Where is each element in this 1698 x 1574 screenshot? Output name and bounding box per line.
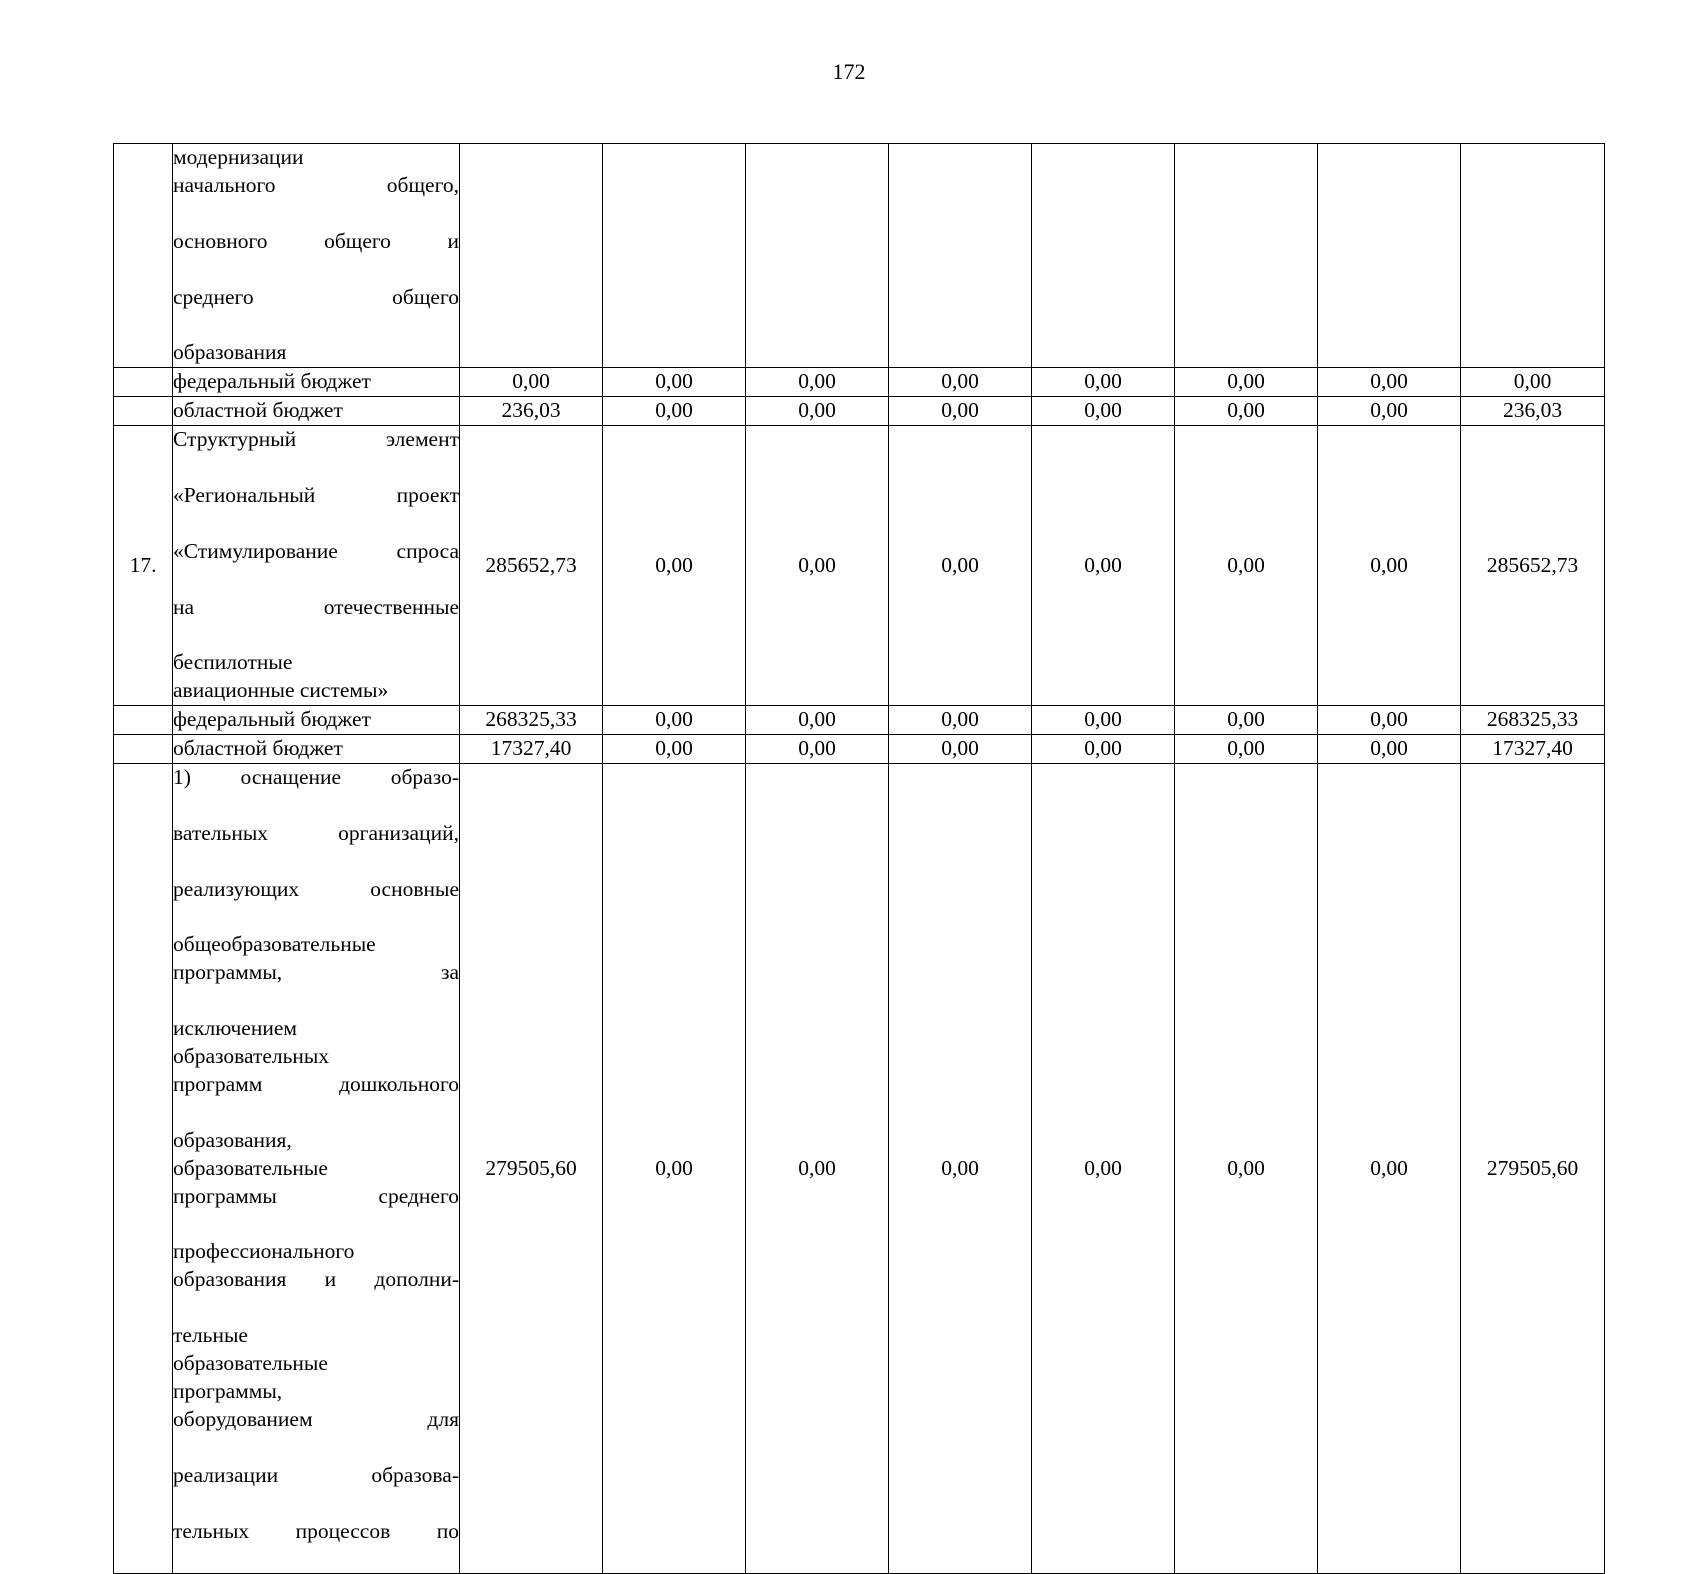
row-name-line: тельных процессов по xyxy=(173,1518,459,1543)
row-name-line: среднего общего xyxy=(173,284,459,309)
value-cell: 0,00 xyxy=(746,426,889,706)
value-cell: 0,00 xyxy=(889,764,1032,1574)
value-cell: 0,00 xyxy=(603,735,746,764)
table-row xyxy=(114,144,1605,368)
value-cell xyxy=(460,144,603,368)
value-cell xyxy=(1032,144,1175,368)
budget-table xyxy=(113,143,1605,1574)
row-name-line: общеобразовательные xyxy=(173,932,376,957)
row-name-line: «Стимулирование спроса xyxy=(173,538,459,563)
total-value-cell: 0,00 xyxy=(1461,368,1605,397)
row-name-line: образования, xyxy=(173,1127,292,1152)
row-name-line: программы, за xyxy=(173,960,459,985)
row-name-line: федеральный бюджет xyxy=(173,369,371,394)
row-name-line: образовательные xyxy=(173,1351,328,1376)
value-cell: 0,00 xyxy=(889,368,1032,397)
value-cell: 0,00 xyxy=(746,397,889,426)
row-name-line: начального общего, xyxy=(173,172,459,197)
value-cell: 0,00 xyxy=(1032,368,1175,397)
row-name-line: беспилотные xyxy=(173,650,293,675)
value-cell xyxy=(889,144,1032,368)
value-cell: 0,00 xyxy=(1175,706,1318,735)
row-name-cell xyxy=(173,764,460,1574)
row-number-cell xyxy=(114,764,173,1574)
value-cell: 0,00 xyxy=(746,735,889,764)
row-name-line: программы среднего xyxy=(173,1183,459,1208)
value-cell: 17327,40 xyxy=(460,735,603,764)
row-name-cell xyxy=(173,735,460,764)
row-name-line: основного общего и xyxy=(173,228,459,253)
value-cell: 0,00 xyxy=(1175,426,1318,706)
row-number-cell xyxy=(114,144,173,368)
row-name-line: образования и дополни- xyxy=(173,1267,459,1292)
value-cell: 0,00 xyxy=(889,706,1032,735)
row-name-line: на отечественные xyxy=(173,594,459,619)
row-name-line: областной бюджет xyxy=(173,398,343,423)
value-cell: 236,03 xyxy=(460,397,603,426)
value-cell: 0,00 xyxy=(603,764,746,1574)
value-cell: 0,00 xyxy=(603,368,746,397)
value-cell: 0,00 xyxy=(1318,368,1461,397)
value-cell: 0,00 xyxy=(1318,706,1461,735)
page-number: 172 xyxy=(832,59,866,84)
row-name-line: профессионального xyxy=(173,1239,355,1264)
row-name-line: образовательных xyxy=(173,1044,330,1069)
value-cell: 0,00 xyxy=(1318,426,1461,706)
value-cell: 0,00 xyxy=(603,426,746,706)
row-name-line: «Региональный проект xyxy=(173,482,459,507)
value-cell: 0,00 xyxy=(889,426,1032,706)
total-value-cell: 285652,73 xyxy=(1461,426,1605,706)
total-value-cell xyxy=(1461,144,1605,368)
table-row xyxy=(114,706,1605,735)
table-row xyxy=(114,397,1605,426)
value-cell: 0,00 xyxy=(746,706,889,735)
row-name-line: авиационные системы» xyxy=(173,678,389,703)
value-cell: 0,00 xyxy=(1032,764,1175,1574)
row-name-line: федеральный бюджет xyxy=(173,707,371,732)
row-name-line: реализации образова- xyxy=(173,1462,459,1487)
row-name-cell xyxy=(173,706,460,735)
row-number-cell xyxy=(114,735,173,764)
value-cell: 285652,73 xyxy=(460,426,603,706)
row-name-cell xyxy=(173,144,460,368)
row-name-line: программы, xyxy=(173,1378,283,1403)
value-cell: 279505,60 xyxy=(460,764,603,1574)
value-cell: 0,00 xyxy=(889,397,1032,426)
table-row xyxy=(114,735,1605,764)
row-name-line: 1) оснащение образо- xyxy=(173,765,459,790)
value-cell: 0,00 xyxy=(1175,764,1318,1574)
row-name-line: реализующих основные xyxy=(173,876,459,901)
value-cell: 0,00 xyxy=(1032,397,1175,426)
row-name-cell xyxy=(173,426,460,706)
row-number-cell: 17. xyxy=(114,426,173,706)
value-cell: 0,00 xyxy=(1318,397,1461,426)
value-cell: 0,00 xyxy=(1032,735,1175,764)
value-cell xyxy=(603,144,746,368)
total-value-cell: 279505,60 xyxy=(1461,764,1605,1574)
value-cell: 0,00 xyxy=(746,764,889,1574)
row-name-cell xyxy=(173,368,460,397)
value-cell xyxy=(1318,144,1461,368)
row-number-cell xyxy=(114,397,173,426)
row-name-line: оборудованием для xyxy=(173,1406,459,1431)
value-cell: 0,00 xyxy=(1032,706,1175,735)
value-cell: 0,00 xyxy=(1318,764,1461,1574)
row-number-cell xyxy=(114,368,173,397)
row-number-cell xyxy=(114,706,173,735)
table-row xyxy=(114,368,1605,397)
row-name-cell xyxy=(173,397,460,426)
row-name-line: программ дошкольного xyxy=(173,1072,459,1096)
value-cell: 268325,33 xyxy=(460,706,603,735)
value-cell: 0,00 xyxy=(1032,426,1175,706)
value-cell: 0,00 xyxy=(603,706,746,735)
value-cell: 0,00 xyxy=(1175,735,1318,764)
value-cell: 0,00 xyxy=(746,368,889,397)
row-name-line: образования xyxy=(173,340,287,365)
value-cell: 0,00 xyxy=(1175,368,1318,397)
total-value-cell: 268325,33 xyxy=(1461,706,1605,735)
value-cell: 0,00 xyxy=(889,735,1032,764)
table-row xyxy=(114,426,1605,706)
row-name-line: областной бюджет xyxy=(173,736,343,761)
row-name-line: вательных организаций, xyxy=(173,820,459,845)
row-name-line: Структурный элемент xyxy=(173,427,459,452)
value-cell xyxy=(1175,144,1318,368)
value-cell: 0,00 xyxy=(603,397,746,426)
value-cell: 0,00 xyxy=(1175,397,1318,426)
value-cell: 0,00 xyxy=(460,368,603,397)
value-cell xyxy=(746,144,889,368)
value-cell: 0,00 xyxy=(1318,735,1461,764)
total-value-cell: 236,03 xyxy=(1461,397,1605,426)
total-value-cell: 17327,40 xyxy=(1461,735,1605,764)
row-name-line: образовательные xyxy=(173,1155,328,1180)
row-name-line: исключением xyxy=(173,1016,297,1041)
row-name-line: тельные xyxy=(173,1323,248,1348)
table-row xyxy=(114,764,1605,1574)
row-name-line: модернизации xyxy=(173,145,304,169)
